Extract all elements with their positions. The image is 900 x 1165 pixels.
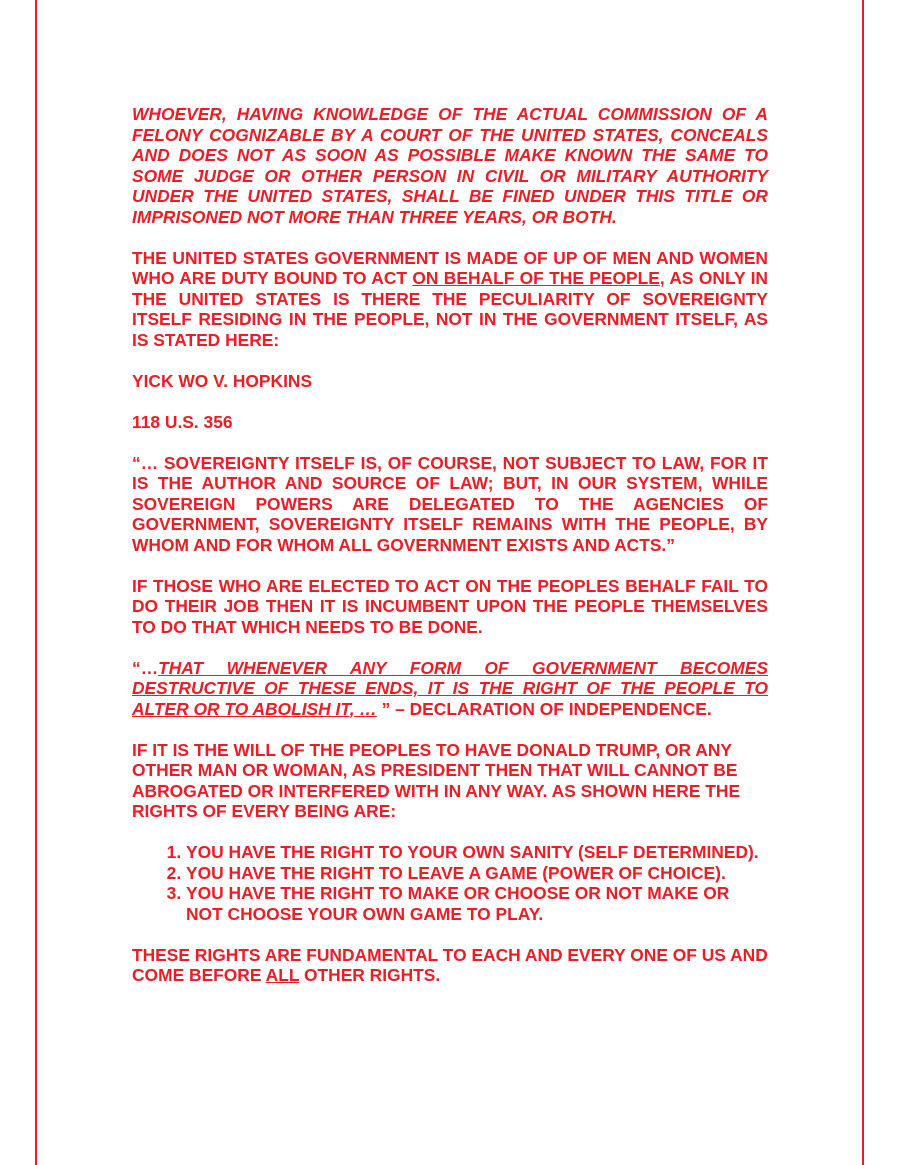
sovereignty-paragraph	[132, 248, 768, 351]
sovereignty-text-underlined: ON BEHALF OF THE PEOPLE	[412, 268, 660, 288]
page-border-left	[35, 0, 37, 1165]
case-citation: 118 U.S. 356	[132, 411, 233, 432]
declaration-quote-underlined: THAT WHENEVER ANY FORM OF GOVERNMENT BECOMES DESTRUCTIVE OF THESE ENDS, IT IS THE RIGHT OF THE PEOPLE TO ALTER OR TO ABOLISH IT	[132, 657, 768, 719]
case-name: YICK WO V. HOPKINS	[132, 370, 313, 391]
court-quote: “… SOVEREIGNTY ITSELF IS, OF COURSE, NOT SUBJECT TO LAW, FOR IT IS THE AUTHOR AND SOURCE OF LAW; BUT, IN OUR SYSTEM, WHILE SOVEREIGN POWERS ARE DELEGATED TO THE AGENCIES OF GOVERNMENT, SOVEREIGNTY ITSELF REMAINS WITH THE PEOPLE, BY WHOM AND FOR WHOM ALL GOVERNMENT EXISTS AND ACTS.”	[132, 452, 768, 555]
page-border-right	[862, 0, 864, 1165]
closing-text-underlined: ALL	[265, 965, 300, 985]
closing-text-after: OTHER RIGHTS.	[299, 965, 441, 985]
document-body	[132, 104, 768, 1006]
rights-list-item: 1. YOU HAVE THE RIGHT TO YOUR OWN SANITY (SELF DETERMINED).	[186, 842, 768, 863]
declaration-quote-underlined-tail: , …	[349, 698, 377, 719]
sovereignty-text-before: THE UNITED STATES GOVERNMENT IS MADE OF UP OF MEN AND WOMEN WHO ARE DUTY BOUND TO ACT	[132, 247, 768, 288]
statute-paragraph: WHOEVER, HAVING KNOWLEDGE OF THE ACTUAL COMMISSION OF A FELONY COGNIZABLE BY A COURT OF THE UNITED STATES, CONCEALS AND DOES NOT AS SOON AS POSSIBLE MAKE KNOWN THE SAME TO SOME JUDGE OR OTHER PERSON IN CIVIL OR MILITARY AUTHORITY UNDER THE UNITED STATES, SHALL BE FINED UNDER THIS TITLE OR IMPRISONED NOT MORE THAN THREE YEARS, OR BOTH.	[132, 104, 768, 227]
rights-list	[132, 842, 768, 924]
elected-paragraph: IF THOSE WHO ARE ELECTED TO ACT ON THE PEOPLES BEHALF FAIL TO DO THEIR JOB THEN IT IS INCUMBENT UPON THE PEOPLE THEMSELVES TO DO THAT WHICH NEEDS TO BE DONE.	[132, 575, 768, 637]
declaration-quote	[132, 658, 768, 720]
rights-list-item: 3. YOU HAVE THE RIGHT TO MAKE OR CHOOSE OR NOT MAKE OR NOT CHOOSE YOUR OWN GAME TO PLAY.	[186, 883, 768, 924]
closing-text-before: THESE RIGHTS ARE FUNDAMENTAL TO EACH AND EVERY ONE OF US AND COME BEFORE	[132, 944, 768, 985]
sovereignty-text-after: , AS ONLY IN THE UNITED STATES IS THERE THE PECULIARITY OF SOVEREIGNTY ITSELF RESIDING IN THE PEOPLE, NOT IN THE GOVERNMENT ITSELF, AS IS STATED HERE:	[132, 268, 768, 350]
declaration-quote-close: ” – DECLARATION OF INDEPENDENCE.	[376, 698, 712, 719]
rights-list-item: 2. YOU HAVE THE RIGHT TO LEAVE A GAME (POWER OF CHOICE).	[186, 863, 768, 884]
will-paragraph: IF IT IS THE WILL OF THE PEOPLES TO HAVE DONALD TRUMP, OR ANY OTHER MAN OR WOMAN, AS PRESIDENT THEN THAT WILL CANNOT BE ABROGATED OR INTERFERED WITH IN ANY WAY. AS SHOWN HERE THE RIGHTS OF EVERY BEING ARE:	[132, 739, 741, 821]
declaration-quote-open: “…	[132, 657, 159, 678]
closing-paragraph	[132, 945, 768, 986]
